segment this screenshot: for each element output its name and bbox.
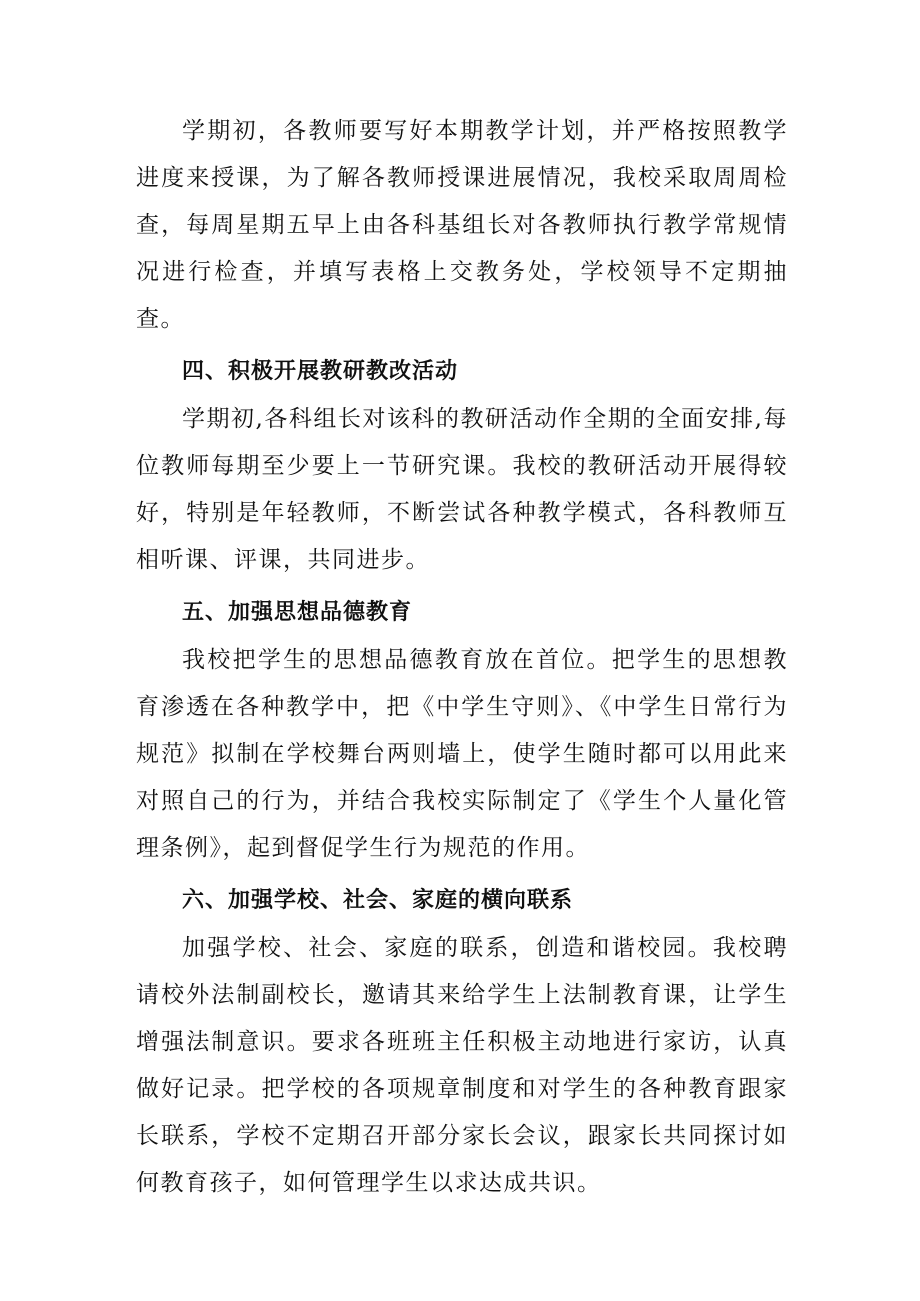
section-heading-moral-education: 五、加强思想品德教育 — [182, 600, 413, 625]
section-heading-research: 四、积极开展教研教改活动 — [182, 359, 459, 384]
paragraph-teaching-plan: 学期初，各教师要写好本期教学计划，并严格按照教学进度来授课，为了解各教师授课进展情况，我校采取周周检查，每周星期五早上由各科基组长对各教师执行教学常规情况进行检查，并填写表格上交教务处，学校领导不定期抽查。 — [136, 118, 788, 332]
paragraph-moral-education: 我校把学生的思想品德教育放在首位。把学生的思想教育渗透在各种教学中，把《中学生守则》、《中学生日常行为规范》拟制在学校舞台两则墙上，使学生随时都可以用此来对照自己的行为，并结合我校实际制定了《学生个人量化管理条例》，起到督促学生行为规范的作用。 — [136, 647, 788, 861]
paragraph-school-family-society: 加强学校、社会、家庭的联系，创造和谐校园。我校聘请校外法制副校长，邀请其来给学生上法制教育课，让学生增强法制意识。要求各班班主任积极主动地进行家访，认真做好记录。把学校的各项规章制度和对学生的各种教育跟家长联系，学校不定期召开部分家长会议，跟家长共同探讨如何教育孩子，如何管理学生以求达成共识。 — [136, 935, 788, 1196]
section-heading-school-family-society: 六、加强学校、社会、家庭的横向联系 — [182, 888, 574, 913]
paragraph-research: 学期初,各科组长对该科的教研活动作全期的全面安排,每位教师每期至少要上一节研究课。我校的教研活动开展得较好，特别是年轻教师，不断尝试各种教学模式，各科教师互相听课、评课，共同进步。 — [136, 406, 788, 573]
document-body — [136, 108, 788, 1207]
